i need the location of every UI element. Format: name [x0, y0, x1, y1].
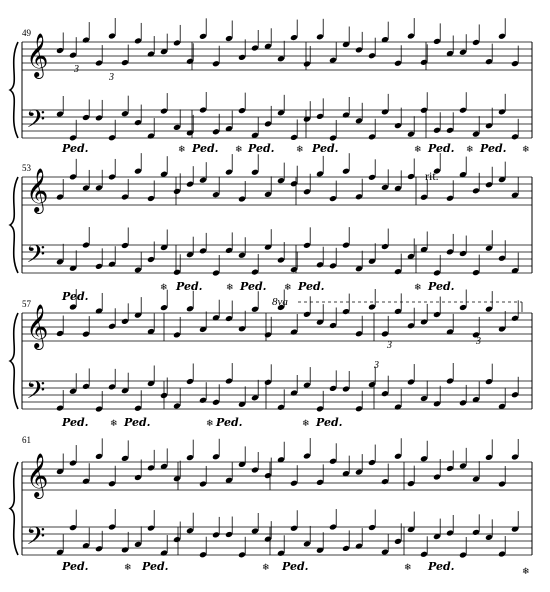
measure-number-57: 57 [22, 299, 31, 309]
pedal-release-mark: ❄ [404, 563, 412, 573]
pedal-mark: Ped. [480, 142, 507, 155]
tuplet-label: 3 [387, 340, 392, 351]
bass-clef: 𝄢 [26, 376, 46, 411]
pedal-mark: Ped. [216, 416, 243, 429]
tuplet-label: 3 [74, 64, 79, 75]
ottava-label: 8va [272, 296, 288, 308]
pedal-mark: Ped. [248, 142, 275, 155]
treble-clef: 𝄞 [26, 168, 49, 212]
pedal-mark: Ped. [124, 416, 151, 429]
pedal-release-mark: ❄ [284, 283, 292, 293]
pedal-mark: Ped. [62, 416, 89, 429]
pedal-mark: Ped. [428, 280, 455, 293]
pedal-release-mark: ❄ [296, 145, 304, 155]
pedal-mark: Ped. [192, 142, 219, 155]
pedal-release-mark: ❄ [160, 283, 168, 293]
pedal-release-mark: ❄ [262, 563, 270, 573]
pedal-release-mark: ❄ [522, 567, 530, 577]
bass-clef: 𝄢 [26, 240, 46, 275]
pedal-release-mark: ❄ [466, 145, 474, 155]
system-brace [10, 177, 18, 273]
system-brace [10, 462, 18, 555]
pedal-release-mark: ❄ [124, 563, 132, 573]
staff-system [10, 438, 532, 558]
pedal-mark: Ped. [282, 560, 309, 573]
tuplet-label: 3 [374, 360, 379, 371]
pedal-mark: Ped. [298, 280, 325, 293]
staff-system [10, 18, 532, 141]
pedal-release-mark: ❄ [206, 419, 214, 429]
ritardando-marking: rit. [425, 169, 439, 183]
pedal-mark: Ped. [62, 142, 89, 155]
pedal-mark: Ped. [428, 142, 455, 155]
pedal-mark: Ped. [62, 290, 89, 303]
pedal-mark: Ped. [428, 560, 455, 573]
tuplet-label: 3 [109, 72, 114, 83]
pedal-mark: Ped. [176, 280, 203, 293]
tuplet-label: 3 [476, 336, 481, 347]
pedal-mark: Ped. [62, 560, 89, 573]
pedal-release-mark: ❄ [302, 419, 310, 429]
system-brace [10, 313, 18, 409]
treble-clef: 𝄞 [26, 33, 49, 77]
treble-clef: 𝄞 [26, 304, 49, 348]
pedal-mark: Ped. [316, 416, 343, 429]
measure-number-61: 61 [22, 435, 31, 445]
staff-system [10, 153, 532, 276]
pedal-release-mark: ❄ [522, 145, 530, 155]
pedal-release-mark: ❄ [414, 283, 422, 293]
measure-number-49: 49 [22, 28, 31, 38]
pedal-mark: Ped. [240, 280, 267, 293]
pedal-release-mark: ❄ [110, 419, 118, 429]
notes [56, 438, 519, 558]
pedal-release-mark: ❄ [235, 145, 243, 155]
bass-clef: 𝄢 [26, 105, 46, 140]
pedal-release-mark: ❄ [414, 145, 422, 155]
pedal-mark: Ped. [312, 142, 339, 155]
pedal-release-mark: ❄ [178, 145, 186, 155]
bass-clef: 𝄢 [26, 522, 46, 557]
pedal-release-mark: ❄ [226, 283, 234, 293]
pedal-mark: Ped. [142, 560, 169, 573]
notes [56, 153, 519, 276]
treble-clef: 𝄞 [26, 453, 49, 497]
system-brace [10, 42, 18, 138]
staff-system [10, 289, 532, 413]
notes [56, 18, 519, 141]
measure-number-53: 53 [22, 163, 31, 173]
